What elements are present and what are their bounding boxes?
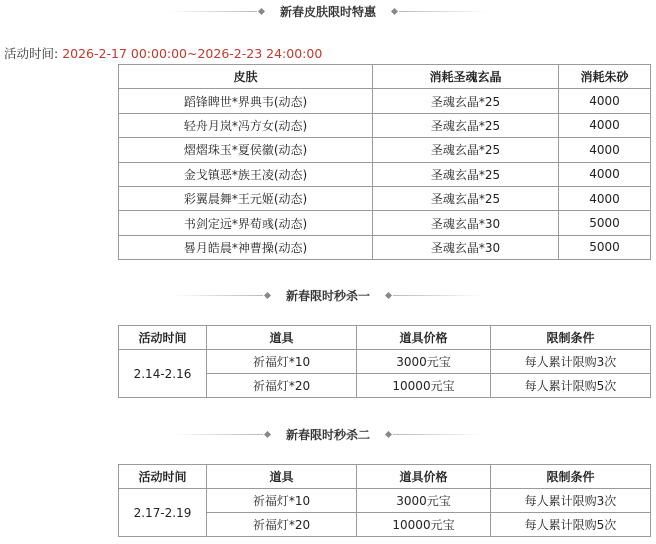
sale2-section-title [0,424,656,444]
item-cell: 祈福灯*20 [207,513,357,537]
table-row [119,186,651,210]
price-cell: 10000元宝 [357,374,491,398]
sale1-table [118,325,651,398]
crystal-cost-cell: 圣魂玄晶*25 [373,186,559,210]
column-header: 道具 [207,465,357,489]
crystal-cost-cell: 圣魂玄晶*25 [373,89,559,113]
column-header: 限制条件 [491,465,651,489]
cinnabar-cost-cell: 5000 [559,235,651,259]
activity-time [4,44,322,62]
skin-name-cell: 金戈镇恶*族王凌(动态) [119,162,373,186]
cinnabar-cost-cell: 4000 [559,186,651,210]
skin-name-cell: 熠熠珠玉*夏侯徽(动态) [119,138,373,162]
table-row [119,350,651,374]
price-cell: 3000元宝 [357,350,491,374]
title-divider-left [173,295,263,296]
table-header-row [119,65,651,89]
cinnabar-cost-cell: 4000 [559,113,651,137]
crystal-cost-cell: 圣魂玄晶*30 [373,235,559,259]
column-header: 消耗朱砂 [559,65,651,89]
period-cell: 2.14-2.16 [119,350,207,398]
price-cell: 3000元宝 [357,489,491,513]
skin-name-cell: 晷月皓晨*神曹操(动态) [119,235,373,259]
skins-table [118,64,651,260]
limit-cell: 每人累计限购3次 [491,489,651,513]
activity-time-range: 2026-2-17 00:00:00~2026-2-23 24:00:00 [62,46,323,61]
column-header: 活动时间 [119,326,207,350]
title-divider-right [399,11,489,12]
sale1-section-title [0,285,656,305]
cinnabar-cost-cell: 5000 [559,211,651,235]
crystal-cost-cell: 圣魂玄晶*25 [373,162,559,186]
table-row [119,89,651,113]
table-row [119,113,651,137]
sale1-section-title-text: 新春限时秒杀一 [285,288,370,303]
column-header: 限制条件 [491,326,651,350]
table-row [119,138,651,162]
skin-name-cell: 书剑定远*界荀彧(动态) [119,211,373,235]
limit-cell: 每人累计限购5次 [491,374,651,398]
column-header: 活动时间 [119,465,207,489]
cinnabar-cost-cell: 4000 [559,138,651,162]
crystal-cost-cell: 圣魂玄晶*30 [373,211,559,235]
column-header: 道具价格 [357,326,491,350]
table-row [119,235,651,259]
diamond-icon [258,7,265,14]
item-cell: 祈福灯*10 [207,350,357,374]
diamond-icon [264,430,271,437]
item-cell: 祈福灯*20 [207,374,357,398]
limit-cell: 每人累计限购3次 [491,350,651,374]
table-header-row [119,326,651,350]
diamond-icon [385,430,392,437]
table-row [119,211,651,235]
diamond-icon [385,291,392,298]
title-divider-left [173,434,263,435]
skin-name-cell: 轻舟月岚*冯方女(动态) [119,113,373,137]
column-header: 消耗圣魂玄晶 [373,65,559,89]
activity-time-label: 活动时间: [4,46,59,61]
table-row [119,489,651,513]
column-header: 皮肤 [119,65,373,89]
skin-name-cell: 彩翼晨舞*王元姬(动态) [119,186,373,210]
diamond-icon [391,7,398,14]
price-cell: 10000元宝 [357,513,491,537]
title-divider-left [167,11,257,12]
skins-section-title-text: 新春皮肤限时特惠 [279,4,376,19]
skin-name-cell: 蹈锋睥世*界典韦(动态) [119,89,373,113]
column-header: 道具 [207,326,357,350]
crystal-cost-cell: 圣魂玄晶*25 [373,113,559,137]
table-header-row [119,465,651,489]
item-cell: 祈福灯*10 [207,489,357,513]
sale2-table [118,464,651,537]
diamond-icon [264,291,271,298]
cinnabar-cost-cell: 4000 [559,89,651,113]
sale2-section-title-text: 新春限时秒杀二 [285,427,370,442]
limit-cell: 每人累计限购5次 [491,513,651,537]
title-divider-right [393,295,483,296]
cinnabar-cost-cell: 4000 [559,162,651,186]
title-divider-right [393,434,483,435]
crystal-cost-cell: 圣魂玄晶*25 [373,138,559,162]
table-row [119,162,651,186]
period-cell: 2.17-2.19 [119,489,207,537]
skins-section-title [0,1,656,21]
column-header: 道具价格 [357,465,491,489]
